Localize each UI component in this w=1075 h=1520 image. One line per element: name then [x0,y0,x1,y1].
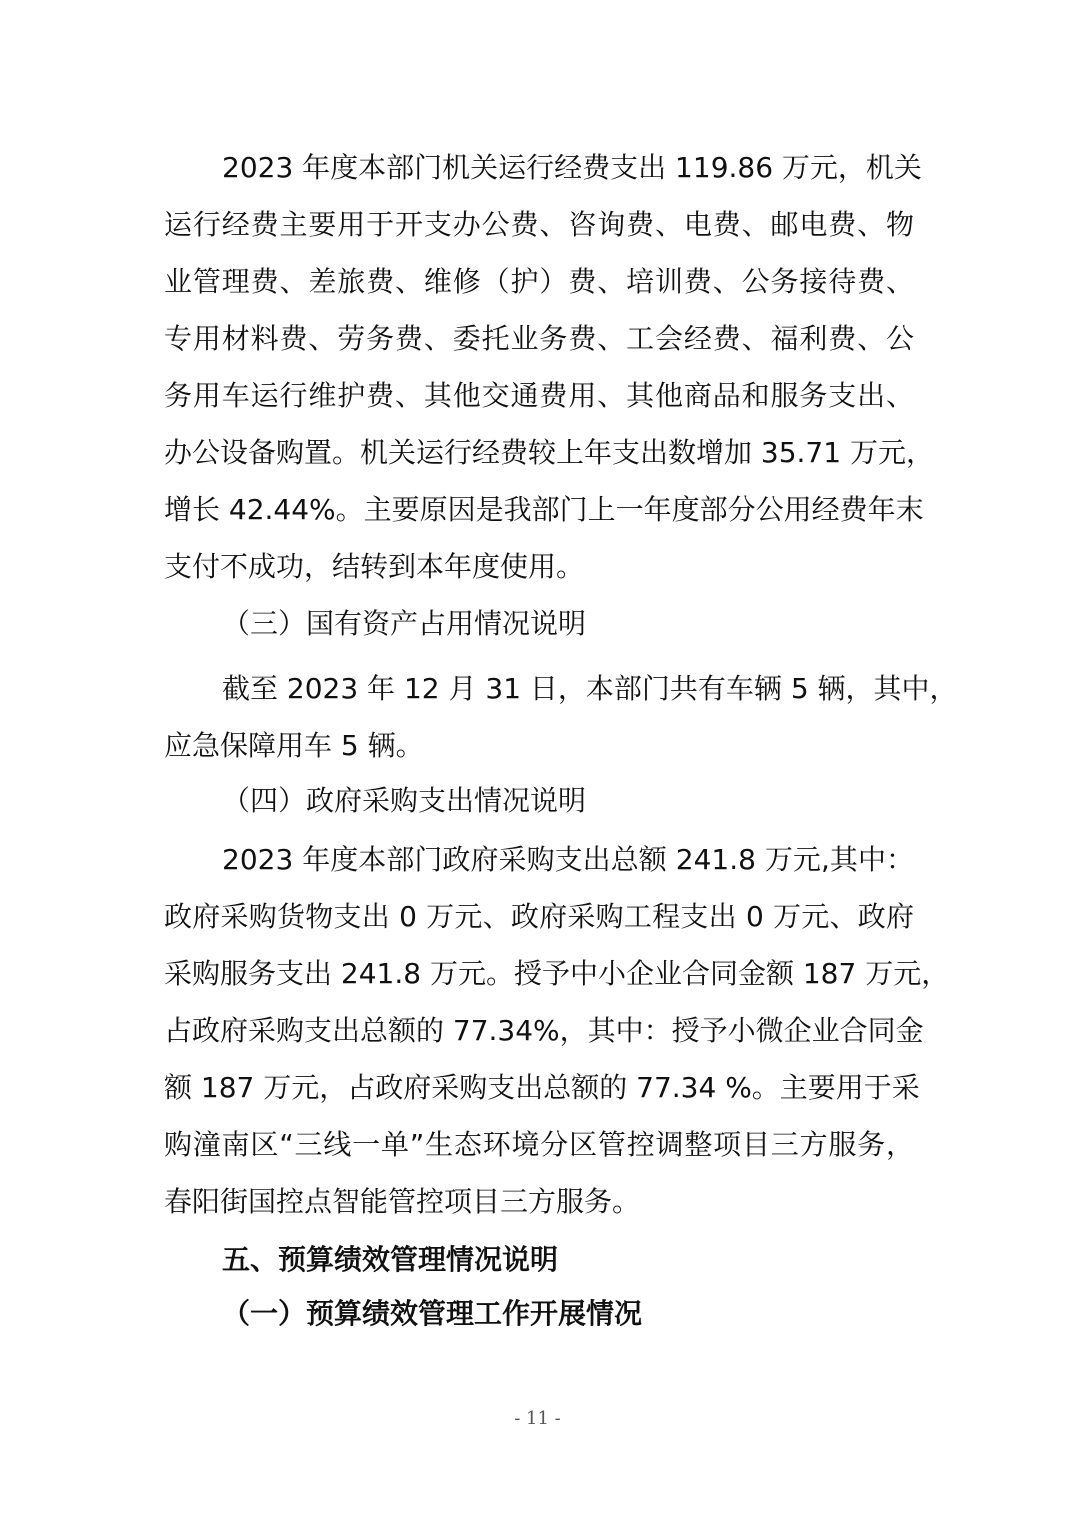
section-heading: （四）政府采购支出情况说明 [222,784,587,817]
paragraph-line: 应急保障用车 5 辆。 [164,729,424,762]
chapter-heading: 五、预算绩效管理情况说明 [222,1243,559,1276]
paragraph-line: 支付不成功，结转到本年度使用。 [164,550,585,583]
paragraph-line: 务用车运行维护费、其他交通费用、其他商品和服务支出、 [164,379,914,412]
paragraph-line: 2023 年度本部门政府采购支出总额 241.8 万元,其中： [222,843,914,876]
paragraph-line: 办公设备购置。机关运行经费较上年支出数增加 35.71 万元， [164,436,934,469]
paragraph-line: 采购服务支出 241.8 万元。授予中小企业合同金额 187 万元， [164,957,950,990]
page-number: - 11 - [514,1408,561,1429]
paragraph-line: 购潼南区“三线一单”生态环境分区管控调整项目三方服务， [164,1128,914,1161]
paragraph-line: 占政府采购支出总额的 77.34%，其中：授予小微企业合同金 [164,1014,924,1047]
paragraph-line: 截至 2023 年 12 月 31 日，本部门共有车辆 5 辆，其中， [222,672,958,705]
paragraph-line: 运行经费主要用于开支办公费、咨询费、电费、邮电费、物 [164,208,914,241]
paragraph-line: 春阳街国控点智能管控项目三方服务。 [164,1185,641,1218]
paragraph-line: 政府采购货物支出 0 万元、政府采购工程支出 0 万元、政府 [164,900,914,933]
paragraph-line: 2023 年度本部门机关运行经费支出 119.86 万元，机关 [222,151,922,184]
paragraph-line: 额 187 万元，占政府采购支出总额的 77.34 %。主要用于采 [164,1071,920,1104]
section-heading: （三）国有资产占用情况说明 [222,607,587,640]
paragraph-line: 专用材料费、劳务费、委托业务费、工会经费、福利费、公 [164,322,914,355]
paragraph-line: 业管理费、差旅费、维修（护）费、培训费、公务接待费、 [164,265,914,298]
paragraph-line: 增长 42.44%。主要原因是我部门上一年度部分公用经费年末 [164,493,924,526]
subsection-heading: （一）预算绩效管理工作开展情况 [222,1297,643,1330]
